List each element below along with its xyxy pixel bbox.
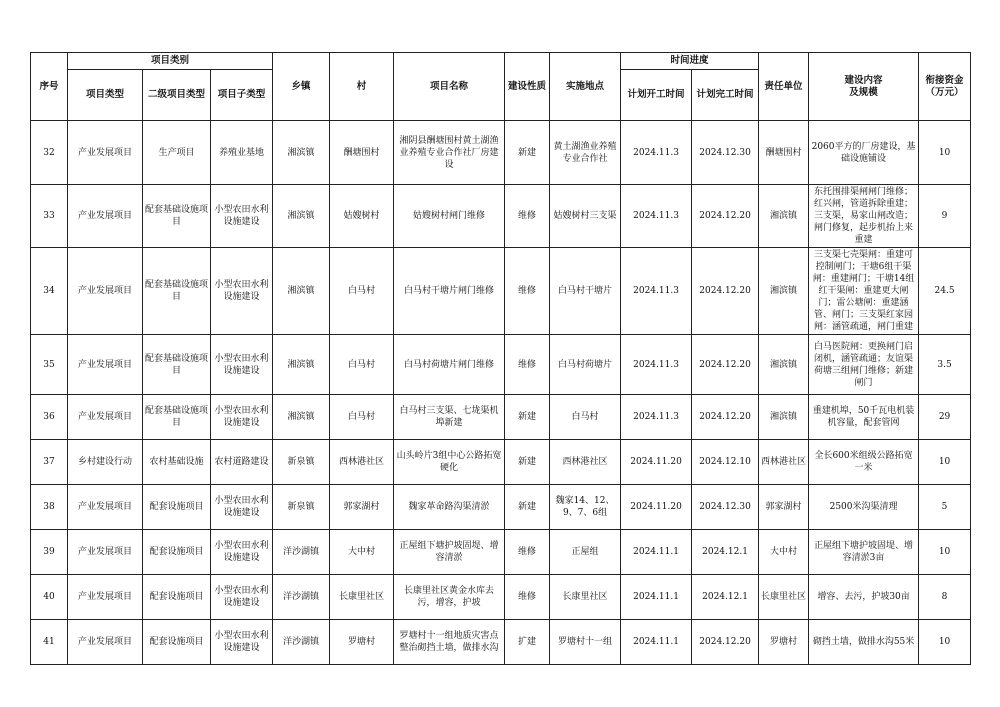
cell-project-type: 产业发展项目 — [68, 248, 143, 335]
cell-location: 魏家14、12、9、7、6组 — [550, 485, 621, 530]
cell-nature: 维修 — [505, 185, 550, 248]
cell-unit: 湘滨镇 — [759, 335, 809, 395]
cell-project-name: 魏家革命路沟渠清淤 — [394, 485, 505, 530]
table-row — [31, 440, 971, 485]
table-row — [31, 485, 971, 530]
header-project-name: 项目名称 — [394, 53, 505, 121]
cell-project-name: 罗塘村十一组地质灾害点整治砌挡土墙，做排水沟 — [394, 620, 505, 665]
cell-nature: 新建 — [505, 440, 550, 485]
cell-location: 西林港社区 — [550, 440, 621, 485]
cell-nature: 新建 — [505, 485, 550, 530]
cell-funds: 10 — [919, 121, 971, 185]
cell-project-name: 白马村干塘片闸门维修 — [394, 248, 505, 335]
header-content: 建设内容 及规模 — [809, 53, 919, 121]
header-town: 乡镇 — [273, 53, 330, 121]
cell-town: 新泉镇 — [273, 485, 330, 530]
cell-town: 洋沙湖镇 — [273, 575, 330, 620]
cell-start: 2024.11.3 — [621, 395, 692, 440]
cell-sub-type: 小型农田水利设施建设 — [211, 248, 273, 335]
table-row — [31, 530, 971, 575]
header-category-group: 项目类别 — [68, 53, 273, 70]
cell-village: 大中村 — [330, 530, 394, 575]
cell-content: 东托围排渠闸闸门维修；红兴闸，管道拆除重建；三支渠，易家山闸改造；闸门修复，起步机抬上来重建 — [809, 185, 919, 248]
project-table — [30, 52, 971, 665]
cell-secondary-type: 农村基础设施 — [143, 440, 211, 485]
cell-location: 罗塘村十一组 — [550, 620, 621, 665]
cell-town: 洋沙湖镇 — [273, 530, 330, 575]
cell-project-name: 白马村荷塘片闸门维修 — [394, 335, 505, 395]
cell-town: 洋沙湖镇 — [273, 620, 330, 665]
header-location: 实施地点 — [550, 53, 621, 121]
cell-seq: 36 — [31, 395, 68, 440]
cell-project-name: 姑嫂树村闸门维修 — [394, 185, 505, 248]
cell-secondary-type: 配套设施项目 — [143, 530, 211, 575]
cell-secondary-type: 配套设施项目 — [143, 620, 211, 665]
cell-project-name: 山头岭片3组中心公路拓宽硬化 — [394, 440, 505, 485]
table-row — [31, 185, 971, 248]
cell-town: 湘滨镇 — [273, 395, 330, 440]
cell-start: 2024.11.20 — [621, 440, 692, 485]
table-row — [31, 121, 971, 185]
cell-unit: 郭家湖村 — [759, 485, 809, 530]
cell-content: 2500米沟渠清理 — [809, 485, 919, 530]
cell-unit: 大中村 — [759, 530, 809, 575]
cell-content: 白马医院闸：更换闸门启闭机，涵管疏通；友谊渠荷塘三组闸门维修；新建闸门 — [809, 335, 919, 395]
table-body — [31, 121, 971, 665]
table-row — [31, 395, 971, 440]
cell-end: 2024.12.20 — [692, 395, 759, 440]
cell-secondary-type: 配套基础设施项目 — [143, 335, 211, 395]
table-row — [31, 575, 971, 620]
header-unit: 责任单位 — [759, 53, 809, 121]
cell-nature: 维修 — [505, 248, 550, 335]
cell-location: 姑嫂树村三支渠 — [550, 185, 621, 248]
cell-end: 2024.12.10 — [692, 440, 759, 485]
cell-village: 长康里社区 — [330, 575, 394, 620]
cell-project-type: 产业发展项目 — [68, 530, 143, 575]
cell-funds: 10 — [919, 530, 971, 575]
cell-end: 2024.12.1 — [692, 530, 759, 575]
cell-start: 2024.11.3 — [621, 335, 692, 395]
cell-nature: 新建 — [505, 121, 550, 185]
cell-project-type: 产业发展项目 — [68, 485, 143, 530]
cell-nature: 维修 — [505, 575, 550, 620]
cell-project-type: 产业发展项目 — [68, 121, 143, 185]
cell-secondary-type: 配套基础设施项目 — [143, 248, 211, 335]
cell-project-name: 长康里社区黄金水库去污，增容，护坡 — [394, 575, 505, 620]
cell-end: 2024.12.20 — [692, 620, 759, 665]
cell-funds: 5 — [919, 485, 971, 530]
cell-project-type: 产业发展项目 — [68, 575, 143, 620]
cell-content: 全长600米组级公路拓宽一米 — [809, 440, 919, 485]
cell-content: 重建机埠，50千瓦电机装机容量，配套管网 — [809, 395, 919, 440]
cell-secondary-type: 配套基础设施项目 — [143, 395, 211, 440]
cell-project-type: 产业发展项目 — [68, 335, 143, 395]
cell-funds: 10 — [919, 620, 971, 665]
cell-village: 姑嫂树村 — [330, 185, 394, 248]
cell-project-name: 白马村三支渠、七垅渠机埠新建 — [394, 395, 505, 440]
cell-unit: 长康里社区 — [759, 575, 809, 620]
cell-start: 2024.11.1 — [621, 620, 692, 665]
cell-village: 罗塘村 — [330, 620, 394, 665]
cell-unit: 罗塘村 — [759, 620, 809, 665]
cell-seq: 37 — [31, 440, 68, 485]
cell-end: 2024.12.20 — [692, 335, 759, 395]
header-secondary-type: 二级项目类型 — [143, 70, 211, 121]
cell-sub-type: 农村道路建设 — [211, 440, 273, 485]
cell-end: 2024.12.20 — [692, 185, 759, 248]
cell-location: 白马村 — [550, 395, 621, 440]
cell-start: 2024.11.20 — [621, 485, 692, 530]
cell-end: 2024.12.20 — [692, 248, 759, 335]
cell-end: 2024.12.30 — [692, 121, 759, 185]
cell-funds: 29 — [919, 395, 971, 440]
header-sub-type: 项目子类型 — [211, 70, 273, 121]
cell-sub-type: 小型农田水利设施建设 — [211, 395, 273, 440]
cell-end: 2024.12.30 — [692, 485, 759, 530]
cell-content: 三支渠七壳渠闸：重建可控制闸门；干塘6组干渠闸：重建闸门；干塘14组红干渠闸：重建更大闸门；雷公塘闸：重建涵管、闸门；三支渠红家园闸：涵管疏通，闸门重建 — [809, 248, 919, 335]
cell-nature: 维修 — [505, 335, 550, 395]
cell-start: 2024.11.3 — [621, 121, 692, 185]
cell-sub-type: 小型农田水利设施建设 — [211, 620, 273, 665]
cell-location: 正屋组 — [550, 530, 621, 575]
cell-start: 2024.11.1 — [621, 575, 692, 620]
cell-start: 2024.11.3 — [621, 185, 692, 248]
cell-village: 酬塘围村 — [330, 121, 394, 185]
cell-project-name: 正屋组下塘护坡固堤、增容清淤 — [394, 530, 505, 575]
cell-project-type: 产业发展项目 — [68, 620, 143, 665]
cell-nature: 新建 — [505, 395, 550, 440]
header-schedule-group: 时间进度 — [621, 53, 759, 70]
cell-town: 湘滨镇 — [273, 185, 330, 248]
cell-nature: 扩建 — [505, 620, 550, 665]
cell-location: 白马村干塘片 — [550, 248, 621, 335]
cell-sub-type: 小型农田水利设施建设 — [211, 335, 273, 395]
cell-secondary-type: 配套基础设施项目 — [143, 185, 211, 248]
cell-town: 湘滨镇 — [273, 248, 330, 335]
header-nature: 建设性质 — [505, 53, 550, 121]
cell-seq: 39 — [31, 530, 68, 575]
cell-town: 湘滨镇 — [273, 335, 330, 395]
cell-seq: 40 — [31, 575, 68, 620]
cell-project-type: 乡村建设行动 — [68, 440, 143, 485]
cell-unit: 酬塘围村 — [759, 121, 809, 185]
header-village: 村 — [330, 53, 394, 121]
cell-location: 白马村荷塘片 — [550, 335, 621, 395]
cell-village: 白马村 — [330, 395, 394, 440]
table-row — [31, 248, 971, 335]
cell-location: 黄土湖渔业养殖专业合作社 — [550, 121, 621, 185]
cell-funds: 3.5 — [919, 335, 971, 395]
header-project-type: 项目类型 — [68, 70, 143, 121]
cell-sub-type: 小型农田水利设施建设 — [211, 185, 273, 248]
cell-unit: 湘滨镇 — [759, 248, 809, 335]
cell-seq: 38 — [31, 485, 68, 530]
cell-project-type: 产业发展项目 — [68, 185, 143, 248]
cell-village: 郭家湖村 — [330, 485, 394, 530]
cell-seq: 41 — [31, 620, 68, 665]
cell-funds: 8 — [919, 575, 971, 620]
cell-secondary-type: 生产项目 — [143, 121, 211, 185]
cell-project-name: 湘阴县酬塘围村黄土湖渔业养殖专业合作社厂房建设 — [394, 121, 505, 185]
cell-funds: 10 — [919, 440, 971, 485]
cell-seq: 35 — [31, 335, 68, 395]
header-funds: 衔接资金 （万元） — [919, 53, 971, 121]
cell-sub-type: 养殖业基地 — [211, 121, 273, 185]
cell-content: 正屋组下塘护坡固堤、增容清淤3亩 — [809, 530, 919, 575]
header-seq: 序号 — [31, 53, 68, 121]
cell-town: 新泉镇 — [273, 440, 330, 485]
cell-content: 砌挡土墙，做排水沟55米 — [809, 620, 919, 665]
header-end: 计划完工时间 — [692, 70, 759, 121]
cell-unit: 湘滨镇 — [759, 185, 809, 248]
cell-funds: 24.5 — [919, 248, 971, 335]
cell-start: 2024.11.3 — [621, 248, 692, 335]
cell-seq: 34 — [31, 248, 68, 335]
table-row — [31, 335, 971, 395]
cell-project-type: 产业发展项目 — [68, 395, 143, 440]
cell-sub-type: 小型农田水利设施建设 — [211, 575, 273, 620]
table-row — [31, 620, 971, 665]
cell-secondary-type: 配套设施项目 — [143, 575, 211, 620]
cell-unit: 湘滨镇 — [759, 395, 809, 440]
cell-location: 长康里社区 — [550, 575, 621, 620]
cell-nature: 维修 — [505, 530, 550, 575]
cell-secondary-type: 配套设施项目 — [143, 485, 211, 530]
cell-end: 2024.12.1 — [692, 575, 759, 620]
cell-sub-type: 小型农田水利设施建设 — [211, 530, 273, 575]
header-start: 计划开工时间 — [621, 70, 692, 121]
cell-content: 2060平方的厂房建设，基础设施铺设 — [809, 121, 919, 185]
cell-seq: 32 — [31, 121, 68, 185]
cell-village: 白马村 — [330, 248, 394, 335]
cell-start: 2024.11.1 — [621, 530, 692, 575]
cell-village: 西林港社区 — [330, 440, 394, 485]
cell-village: 白马村 — [330, 335, 394, 395]
cell-content: 增容、去污，护坡30亩 — [809, 575, 919, 620]
cell-sub-type: 小型农田水利设施建设 — [211, 485, 273, 530]
cell-funds: 9 — [919, 185, 971, 248]
cell-town: 湘滨镇 — [273, 121, 330, 185]
cell-seq: 33 — [31, 185, 68, 248]
cell-unit: 西林港社区 — [759, 440, 809, 485]
